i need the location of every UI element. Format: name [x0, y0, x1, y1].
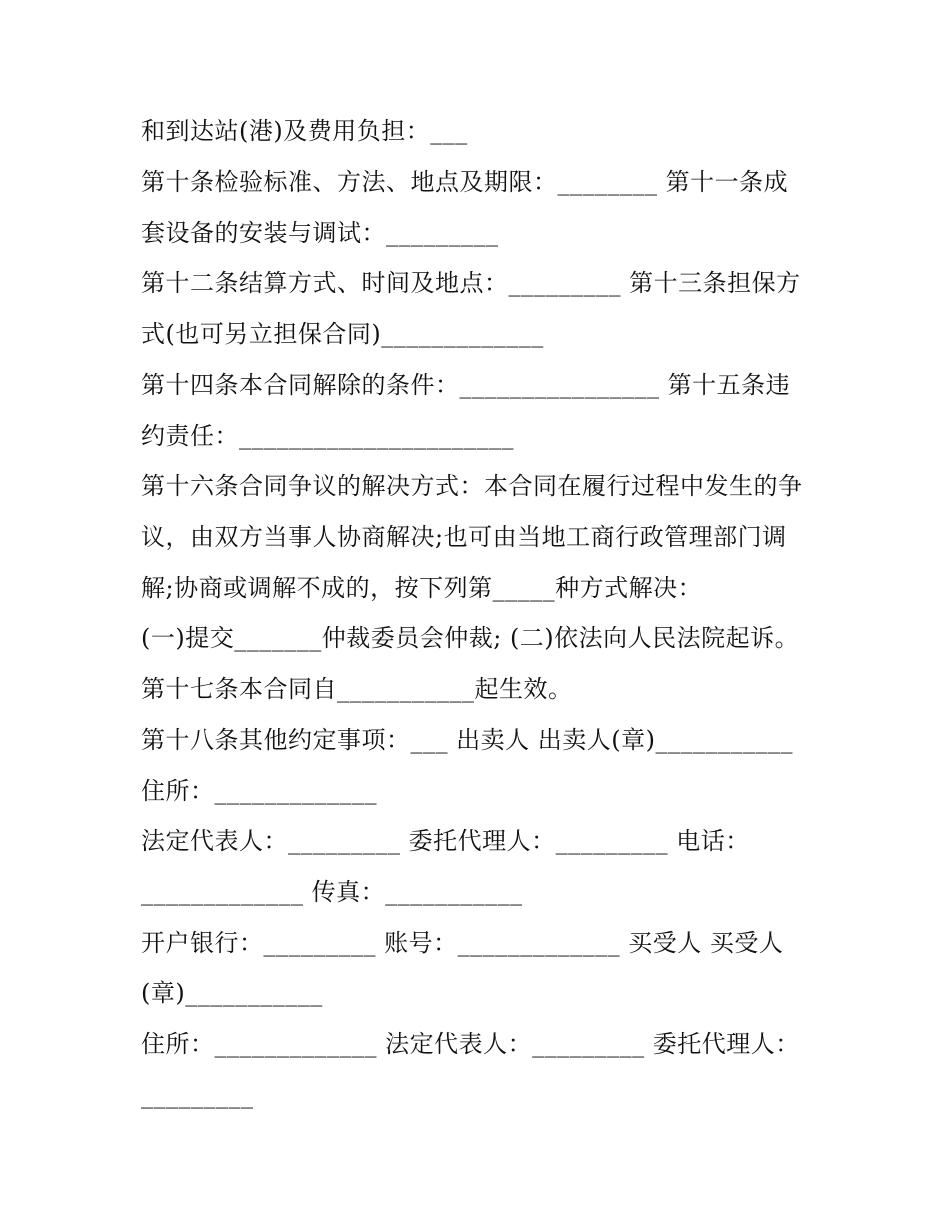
text-line-8: 第十六条合同争议的解决方式：本合同在履行过程中发生的争: [141, 472, 803, 500]
text-line-5: 式(也可另立担保合同)_____________: [141, 320, 544, 348]
text-line-20: _________: [141, 1081, 254, 1109]
text-line-4: 第十二条结算方式、时间及地点：_________ 第十三条担保方: [141, 269, 801, 297]
text-line-17: 开户银行：_________ 账号：_____________ 买受人 买受人: [141, 929, 784, 957]
text-line-2: 第十条检验标准、方法、地点及期限：________ 第十一条成: [141, 168, 789, 196]
text-line-16: _____________ 传真：___________: [141, 878, 523, 906]
text-line-10: 解;协商或调解不成的，按下列第_____种方式解决：: [141, 574, 703, 602]
text-line-1: 和到达站(港)及费用负担：___: [141, 117, 468, 145]
text-line-13: 第十八条其他约定事项：___ 出卖人 出卖人(章)___________: [141, 726, 793, 754]
text-line-9: 议，由双方当事人协商解决;也可由当地工商行政管理部门调: [141, 523, 787, 551]
text-line-18: (章)___________: [141, 979, 323, 1007]
text-line-11: (一)提交_______仲裁委员会仲裁; (二)依法向人民法院起诉。: [141, 624, 800, 652]
text-line-19: 住所：_____________ 法定代表人：_________ 委托代理人：: [141, 1030, 800, 1058]
text-line-6: 第十四条本合同解除的条件：________________ 第十五条违: [141, 371, 791, 399]
text-line-14: 住所：_____________: [141, 777, 377, 805]
text-line-15: 法定代表人：_________ 委托代理人：_________ 电话：: [141, 827, 750, 855]
text-line-12: 第十七条本合同自___________起生效。: [141, 675, 573, 703]
text-line-7: 约责任：______________________: [141, 422, 514, 450]
text-line-3: 套设备的安装与调试：_________: [141, 219, 499, 247]
